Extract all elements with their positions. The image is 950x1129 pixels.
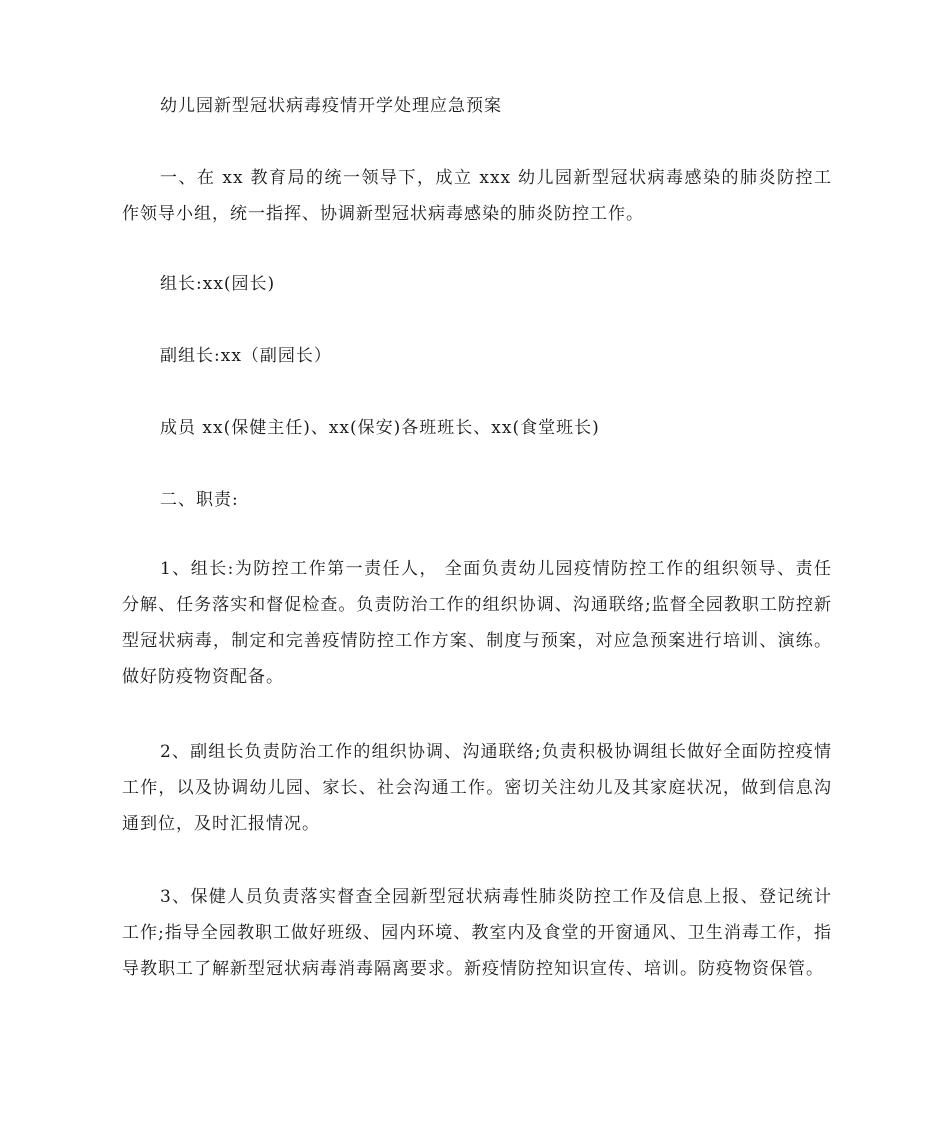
paragraph-duty-2: 2、副组长负责防治工作的组织协调、沟通联络;负责积极协调组长做好全面防控疫情工作，以及协调幼儿园、家长、社会沟通工作。密切关注幼儿及其家庭状况，做到信息沟通到位，及时汇报情况。 — [122, 742, 832, 834]
paragraph-leadership-group: 一、在 xx 教育局的统一领导下，成立 xxx 幼儿园新型冠状病毒感染的肺炎防控工作领导小组，统一指挥、协调新型冠状病毒感染的肺炎防控工作。 — [122, 168, 832, 224]
paragraph-duty-1: 1、组长:为防控工作第一责任人， 全面负责幼儿园疫情防控工作的组织领导、责任分解、任务落实和督促检查。负责防治工作的组织协调、沟通联络;监督全园教职工防控新型冠状病毒，制定和完善疫情防控工作方案、制度与预案，对应急预案进行培训、演练。做好防疫物资配备。 — [122, 559, 832, 687]
section-heading-duties: 二、职责: — [160, 490, 239, 510]
document-title: 幼儿园新型冠状病毒疫情开学处理应急预案 — [160, 96, 502, 116]
paragraph-group-leader: 组长:xx(园长) — [160, 274, 276, 294]
paragraph-duty-3: 3、保健人员负责落实督查全园新型冠状病毒性肺炎防控工作及信息上报、登记统计工作;指导全园教职工做好班级、园内环境、教室内及食堂的开窗通风、卫生消毒工作，指导教职工了解新型冠状病毒消毒隔离要求。新疫情防控知识宣传、培训。防疫物资保管。 — [122, 887, 832, 979]
paragraph-deputy-leader: 副组长:xx（副园长） — [160, 346, 332, 366]
paragraph-members: 成员 xx(保健主任)、xx(保安)各班班长、xx(食堂班长) — [160, 418, 600, 438]
